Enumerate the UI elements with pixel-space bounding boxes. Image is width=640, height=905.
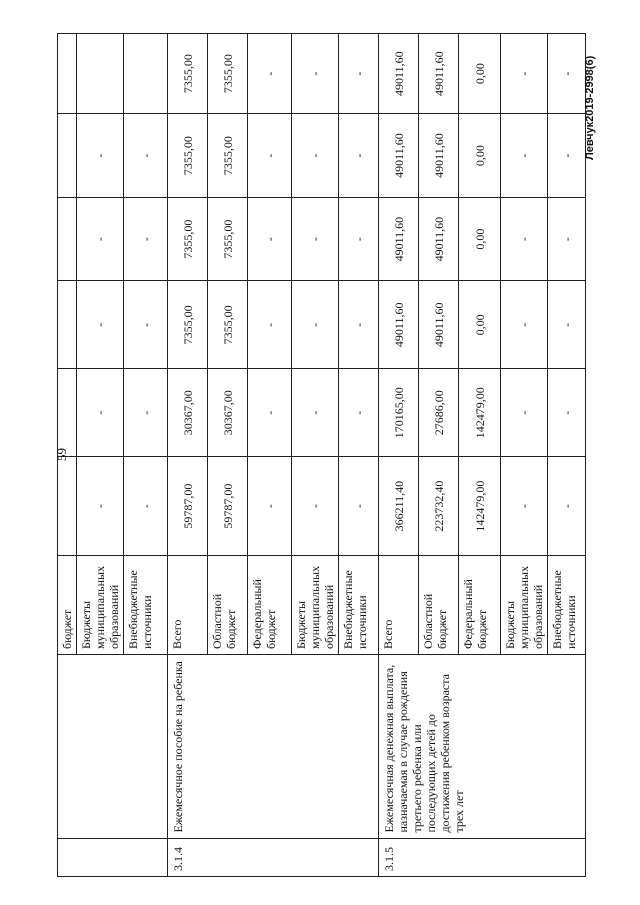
value-cell: - [124, 114, 168, 198]
value-cell: - [124, 457, 168, 556]
value-cell: - [548, 114, 586, 198]
value-cell: 0,00 [459, 197, 501, 281]
row-name-cell: Ежемесячная денежная выплата, назначаемая в случае рождения третьего ребенка или последующих детей до достижения ребенком возраста трех лет [379, 655, 586, 839]
value-cell: - [501, 114, 548, 198]
value-cell: - [124, 197, 168, 281]
value-cell: 49011,60 [379, 197, 419, 281]
value-cell: 27686,00 [419, 369, 459, 457]
value-cell: - [124, 369, 168, 457]
value-cell: - [339, 369, 379, 457]
value-cell: - [77, 281, 124, 369]
funding-source-cell: Областной бюджет [208, 556, 248, 655]
funding-source-cell: Внебюджетные источники [339, 556, 379, 655]
value-cell: - [501, 197, 548, 281]
row-name-cell [58, 655, 168, 839]
value-cell: - [292, 457, 339, 556]
value-cell: - [248, 369, 292, 457]
funding-source-cell: Федеральный бюджет [459, 556, 501, 655]
funding-source-cell: Бюджеты муниципальных образований [501, 556, 548, 655]
value-cell: 7355,00 [168, 114, 208, 198]
value-cell: 7355,00 [208, 114, 248, 198]
funding-source-cell: Всего [168, 556, 208, 655]
value-cell [124, 34, 168, 114]
value-cell: - [339, 34, 379, 114]
value-cell: - [292, 369, 339, 457]
value-cell: - [501, 369, 548, 457]
document-code: Левчук2019-2998(6) [584, 55, 596, 160]
budget-table-body [58, 34, 586, 877]
value-cell: - [248, 34, 292, 114]
value-cell: 49011,60 [379, 281, 419, 369]
value-cell: - [339, 281, 379, 369]
value-cell [58, 197, 77, 281]
value-cell: - [248, 114, 292, 198]
value-cell: 7355,00 [208, 281, 248, 369]
page-number: 59 [54, 448, 69, 461]
value-cell: - [548, 34, 586, 114]
value-cell: - [292, 114, 339, 198]
value-cell: 223732,40 [419, 457, 459, 556]
funding-source-cell: Областной бюджет [419, 556, 459, 655]
value-cell: 170165,00 [379, 369, 419, 457]
value-cell [58, 369, 77, 457]
row-code-cell: 3.1.5 [379, 838, 586, 876]
value-cell: - [501, 281, 548, 369]
value-cell: 49011,60 [419, 114, 459, 198]
value-cell: 366211,40 [379, 457, 419, 556]
value-cell: 49011,60 [419, 281, 459, 369]
value-cell: 7355,00 [208, 197, 248, 281]
funding-source-cell: Внебюджетные источники [548, 556, 586, 655]
row-code-cell [58, 838, 168, 876]
value-cell [58, 34, 77, 114]
value-cell: 142479,00 [459, 457, 501, 556]
value-cell [58, 457, 77, 556]
value-cell: 0,00 [459, 114, 501, 198]
value-cell: - [77, 114, 124, 198]
value-cell: 7355,00 [168, 197, 208, 281]
value-cell: - [248, 457, 292, 556]
row-name-cell: Ежемесячное пособие на ребенка [168, 655, 379, 839]
budget-table [57, 33, 586, 877]
table-row [379, 34, 419, 877]
value-cell: - [501, 457, 548, 556]
value-cell [77, 34, 124, 114]
value-cell: 49011,60 [419, 34, 459, 114]
table-row [58, 34, 77, 877]
value-cell: - [77, 197, 124, 281]
value-cell: - [548, 281, 586, 369]
value-cell: - [501, 34, 548, 114]
value-cell [58, 281, 77, 369]
value-cell: - [339, 457, 379, 556]
funding-source-cell: Бюджеты муниципальных образований [292, 556, 339, 655]
value-cell: - [292, 281, 339, 369]
value-cell: - [77, 457, 124, 556]
value-cell: - [548, 457, 586, 556]
value-cell: 30367,00 [168, 369, 208, 457]
value-cell: - [292, 197, 339, 281]
value-cell: 142479,00 [459, 369, 501, 457]
funding-source-cell: Федеральный бюджет [248, 556, 292, 655]
value-cell: - [548, 369, 586, 457]
value-cell: - [339, 197, 379, 281]
value-cell: - [248, 281, 292, 369]
value-cell: 0,00 [459, 34, 501, 114]
funding-source-cell: Внебюджетные источники [124, 556, 168, 655]
value-cell: - [124, 281, 168, 369]
funding-source-cell: бюджет [58, 556, 77, 655]
value-cell: 7355,00 [208, 34, 248, 114]
value-cell [58, 114, 77, 198]
value-cell: 7355,00 [168, 281, 208, 369]
value-cell: 49011,60 [379, 114, 419, 198]
value-cell: 59787,00 [208, 457, 248, 556]
value-cell: 49011,60 [419, 197, 459, 281]
funding-source-cell: Всего [379, 556, 419, 655]
value-cell: 30367,00 [208, 369, 248, 457]
value-cell: - [77, 369, 124, 457]
row-code-cell: 3.1.4 [168, 838, 379, 876]
table-row [168, 34, 208, 877]
value-cell: - [548, 197, 586, 281]
value-cell: 7355,00 [168, 34, 208, 114]
value-cell: - [248, 197, 292, 281]
funding-source-cell: Бюджеты муниципальных образований [77, 556, 124, 655]
value-cell: 0,00 [459, 281, 501, 369]
value-cell: 59787,00 [168, 457, 208, 556]
value-cell: - [292, 34, 339, 114]
value-cell: - [339, 114, 379, 198]
value-cell: 49011,60 [379, 34, 419, 114]
